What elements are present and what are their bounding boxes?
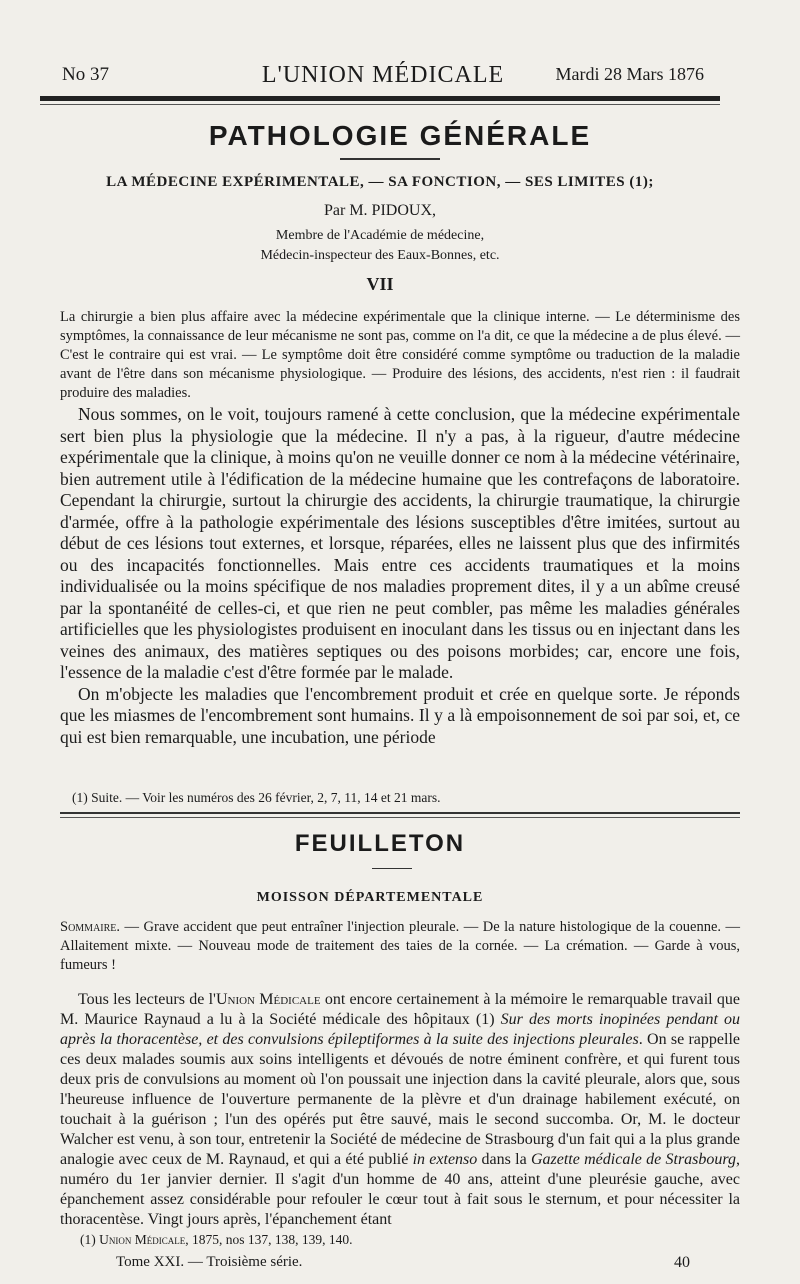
page-footer — [116, 1254, 690, 1274]
article-body — [60, 404, 740, 748]
text-run: Tous les lecteurs de l' — [78, 991, 216, 1008]
journal-title: L'UNION MÉDICALE — [261, 62, 505, 88]
cited-title: Sur des morts inopinées pendant ou après la thoracentèse, et des convulsions épileptiformes à la suite des injections pleurales — [60, 1011, 741, 1048]
feuilleton-paragraph — [60, 990, 740, 1230]
page-header — [62, 62, 704, 94]
feuilleton-summary — [60, 918, 740, 975]
cited-journal: Gazette médicale de Strasbourg — [530, 1151, 737, 1168]
article-subtitle: LA MÉDECINE EXPÉRIMENTALE, — SA FONCTION, — SES LIMITES (1); — [106, 174, 654, 190]
feuilleton-footnote — [80, 1232, 353, 1248]
chapter-number: VII — [366, 274, 394, 294]
header-rule — [40, 96, 720, 101]
feuilleton-subtitle: MOISSON DÉPARTEMENTALE — [256, 890, 484, 905]
page-number: 40 — [674, 1254, 690, 1271]
author-affiliation-1: Membre de l'Académie de médecine, — [275, 228, 485, 243]
summary-text: — Grave accident que peut entraîner l'injection pleurale. — De la nature histologique de la couenne. — Allaitement mixte. — Nouveau mode de traitement des taies de la cornée. — La crémation. — Garde à vous, fumeurs ! — [60, 919, 741, 973]
text-run: ont encore certainement à la mémoire le remarquable travail que M. Maurice Raynaud a lu à la Société médicale des hôpitaux (1) — [60, 991, 741, 1028]
section-divider — [340, 158, 440, 160]
article-paragraph-1: Nous sommes, on le voit, toujours ramené à cette conclusion, que la médecine expérimentale sert bien plus la physiologie que la médecine. Il n'y a pas, à la rigueur, d'autre médecine expérimentale que la clinique, à moins qu'on ne veuille donner ce nom à la médecine vétérinaire, bien autrement utile à l'édification de la médecine humaine que les contrefaçons de laboratoire. Cependant la chirurgie, surtout la chirurgie des accidents, la chirurgie traumatique, la chirurgie d'armée, offre à la pathologie expérimentale des lésions susceptibles d'être imitées, surtout au début de ces lésions tout externes, et lorsque, réparées, elles ne laissent plus que des infirmités ou des incapacités fonctionnelles. Mais entre ces accidents traumatiques et la moins individualisée ou la moins spécifique de nos maladies proprement dites, il y a un abîme creusé par la spontanéité de celles-ci, et que rien ne peut combler, pas même les maladies générales artificielles que les physiologistes produisent en inoculant dans les tissus ou en injectant dans les veines des animaux, des matières septiques ou des poisons morbides; car, encore une fois, l'essence de la maladie c'est d'être formée par le malade. — [60, 404, 740, 682]
issue-date: Mardi 28 Mars 1876 — [555, 64, 704, 84]
header-rule-thin — [40, 104, 720, 105]
section-title: PATHOLOGIE GÉNÉRALE — [208, 120, 592, 151]
summary-label: Sommaire. — [60, 919, 121, 935]
feuilleton-divider — [372, 868, 412, 869]
italic-phrase: in extenso — [412, 1151, 478, 1168]
feuilleton-rule-thin — [60, 817, 740, 818]
footnote-label: (1) Union Médicale, — [80, 1232, 189, 1247]
article-footnote: (1) Suite. — Voir les numéros des 26 février, 2, 7, 11, 14 et 21 mars. — [72, 790, 441, 805]
issue-number: No 37 — [62, 64, 109, 85]
feuilleton-rule — [60, 812, 740, 814]
footnote-text: 1875, nos 137, 138, 139, 140. — [188, 1232, 353, 1247]
article-author: Par M. PIDOUX, — [324, 202, 436, 219]
journal-name: Union Médicale — [215, 991, 321, 1008]
text-run: dans la — [477, 1151, 531, 1168]
volume-info: Tome XXI. — Troisième série. — [116, 1254, 303, 1270]
article-paragraph-2: On m'objecte les maladies que l'encombrement produit et crée en quelque sorte. Je réponds que les miasmes de l'encombrement sont humains. Il y a là empoisonnement de soi par soi, et, ce qui est bien remarquable, une incubation, une période — [60, 683, 740, 747]
author-affiliation-2: Médecin-inspecteur des Eaux-Bonnes, etc. — [260, 248, 500, 263]
feuilleton-title: FEUILLETON — [294, 830, 466, 857]
text-run: . On se rappelle ces deux malades soumis aux soins intelligents et dévoués de notre éminent confrère, et qui furent tous deux pris de convulsions au moment où l'on poussait une injection dans la cavité pleurale, alors que, sous l'heureuse influence de l'ouverture permanente de la plèvre et d'un drainage habilement exécuté, on touchait à la guérison ; l'un des opérés put être sauvé, mais le second succomba. Or, M. le docteur Walcher est venu, à son tour, entretenir la Société de médecine de Strasbourg d'un fait qui a la plus grande analogie avec ceux de M. Raynaud, et qui a été publié — [60, 1031, 740, 1168]
feuilleton-body — [60, 990, 740, 1230]
article-abstract: La chirurgie a bien plus affaire avec la médecine expérimentale que la clinique interne. — Le déterminisme des symptômes, la connaissance de leur mécanisme ne sont pas, comme on l'a dit, ce que la médecine a de plus élevé. — C'est le contraire qui est vrai. — Le symptôme doit être considéré comme symptôme ou traduction de la maladie avant de l'être dans son mécanisme physiologique. — Produire des lésions, des accidents, n'est rien : il faudrait produire des maladies. — [60, 309, 740, 401]
text-run: , numéro du 1er janvier dernier. Il s'agit d'un homme de 40 ans, atteint d'une pleurésie gauche, avec épanchement assez considérable pour refouler le cœur tout à fait sous le sternum, et pour nécessiter la thoracentèse. Vingt jours après, l'épanchement étant — [60, 1151, 741, 1228]
